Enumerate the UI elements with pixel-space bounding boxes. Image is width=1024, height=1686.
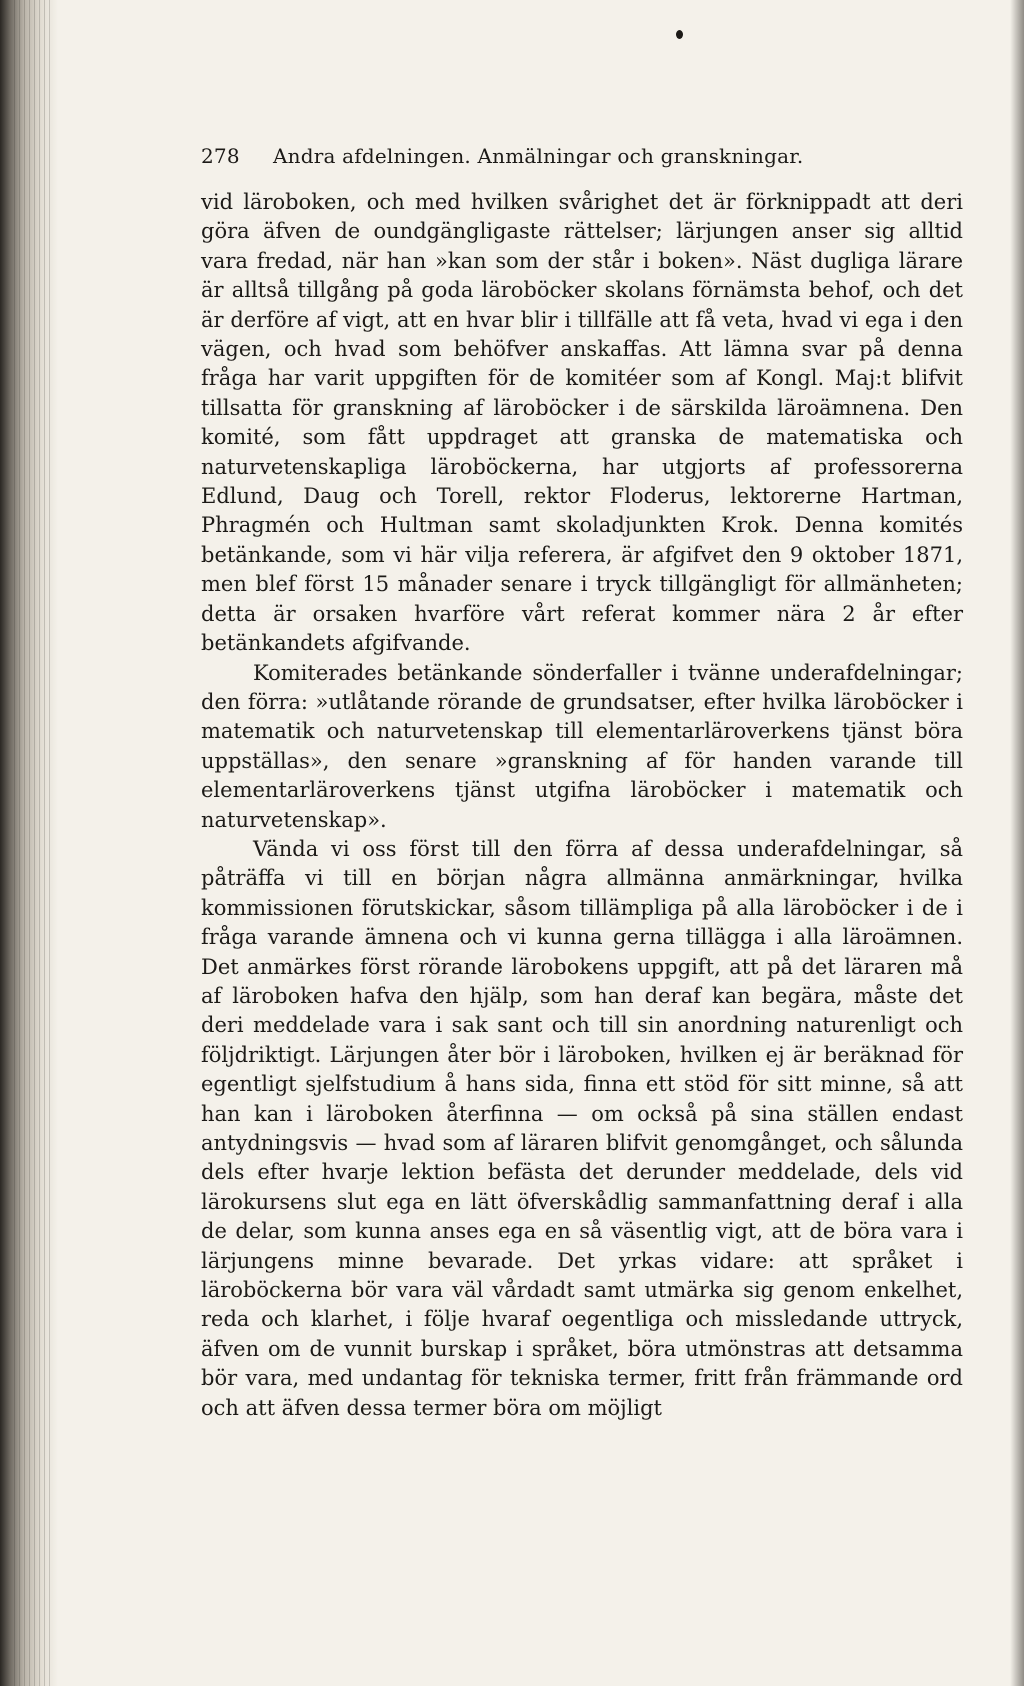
running-header	[201, 138, 963, 174]
page-edge-shadow	[1010, 0, 1024, 1686]
page-number: 278	[201, 144, 240, 168]
paragraph-3: Vända vi oss först till den förra af dessa underafdelningar, så påträffa vi till en början några allmänna anmärkningar, hvilka kommissionen förutskickar, såsom tillämpliga på alla läroböcker i de i fråga varande ämnena och vi kunna gerna tillägga i alla läroämnen. Det anmärkes först rörande lärobokens uppgift, att på det läraren må af läroboken hafva den hjälp, som han deraf kan begära, måste det deri meddelade vara i sak sant och till sin anordning naturenligt och följdriktigt. Lärjungen åter bör i läroboken, hvilken ej är beräknad för egentligt sjelfstudium å hans sida, finna ett stöd för sitt minne, så att han kan i läroboken återfinna — om också på sina ställen endast antydningsvis — hvad som af läraren blifvit genomgånget, och sålunda dels efter hvarje lektion befästa det derunder meddelade, dels vid lärokursens slut ega en lätt öfverskådlig sammanfattning deraf i alla de delar, som kunna anses ega en så väsentlig vigt, att de böra vara i lärjungens minne bevarade. Det yrkas vidare: att språket i läroböckerna bör vara väl vårdadt samt utmärka sig genom enkelhet, reda och klarhet, i följe hvaraf oegentliga och missledande uttryck, äfven om de vunnit burskap i språket, böra utmönstras att detsamma bör vara, med undantag för tekniska termer, fritt från främmande ord och att äfven dessa termer böra om möjligt	[201, 836, 963, 1420]
ink-mark	[676, 30, 683, 39]
paragraph-1: vid läroboken, och med hvilken svårighet det är förknippadt att deri göra äfven de oundgängligaste rättelser; lärjungen anser sig alltid vara fredad, när han »kan som der står i boken». Näst dugliga lärare är alltså tillgång på goda läroböcker skolans förnämsta behof, och det är derföre af vigt, att en hvar blir i tillfälle att få veta, hvad vi ega i den vägen, och hvad som behöfver anskaffas. Att lämna svar på denna fråga har varit uppgiften för de komitéer som af Kongl. Maj:t blifvit tillsatta för granskning af läroböcker i de särskilda läroämnena. Den komité, som fått uppdraget att granska de matematiska och naturvetenskapliga läroböckerna, har utgjorts af professorerna Edlund, Daug och Torell, rektor Floderus, lektorerne Hartman, Phragmén och Hultman samt skoladjunkten Krok. Denna komités betänkande, som vi här vilja referera, är afgifvet den 9 oktober 1871, men blef först 15 månader senare i tryck tillgängligt för allmänheten; detta är orsaken hvarföre vårt referat kommer nära 2 år efter betänkandets afgifvande.	[201, 190, 963, 656]
running-title: Andra afdelningen. Anmälningar och granskningar.	[273, 144, 804, 168]
book-page	[201, 138, 963, 1423]
paragraph-2: Komiterades betänkande sönderfaller i tvänne underafdelningar; den förra: »utlåtande rörande de grundsatser, efter hvilka läroböcker i matematik och naturvetenskap till elementarläroverkens tjänst böra uppställas», den senare »granskning af för handen varande till elementarläroverkens tjänst utgifna läroböcker i matematik och naturvetenskap».	[201, 660, 963, 832]
binding-texture	[14, 0, 50, 1686]
body-text	[201, 188, 963, 1423]
